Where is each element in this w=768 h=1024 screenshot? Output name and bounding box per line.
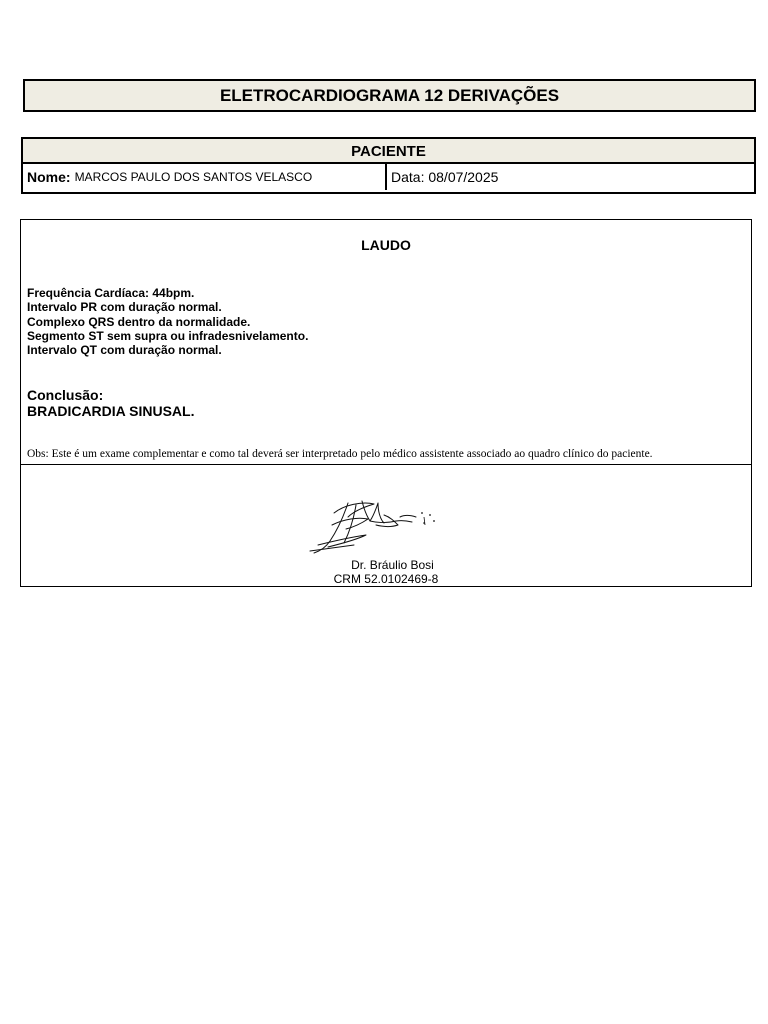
conclusion-label: Conclusão: <box>27 387 104 403</box>
patient-header: PACIENTE <box>23 139 754 164</box>
patient-name-label: Nome: <box>27 169 71 185</box>
findings-list <box>27 286 308 357</box>
finding-item: Segmento ST sem supra ou infradesnivelamento. <box>27 328 309 343</box>
document-title <box>23 79 756 112</box>
patient-name-value: MARCOS PAULO DOS SANTOS VELASCO <box>74 170 313 184</box>
conclusion <box>27 387 194 419</box>
finding-item: Frequência Cardíaca: 44bpm. <box>27 286 195 300</box>
signature-image <box>304 495 444 557</box>
doctor-name: Dr. Bráulio Bosi <box>351 558 434 572</box>
observation-note: Obs: Este é um exame complementar e como tal deverá ser interpretado pelo médico assistente associado ao quadro clínico do paciente. <box>27 448 653 460</box>
report-box <box>20 219 752 587</box>
finding-item: Intervalo QT com duração normal. <box>27 343 222 358</box>
document-title-text: ELETROCARDIOGRAMA 12 DERIVAÇÕES <box>219 85 560 105</box>
finding-item: Intervalo PR com duração normal. <box>27 300 222 315</box>
patient-name-cell <box>23 164 387 190</box>
finding-item: Complexo QRS dentro da normalidade. <box>27 314 251 329</box>
report-title: LAUDO <box>361 237 411 253</box>
section-divider <box>21 464 751 465</box>
patient-row <box>23 164 754 190</box>
doctor-crm: CRM 52.0102469-8 <box>333 572 439 586</box>
patient-table <box>21 137 756 194</box>
conclusion-value: BRADICARDIA SINUSAL. <box>27 403 195 419</box>
exam-date: Data: 08/07/2025 <box>391 169 499 185</box>
